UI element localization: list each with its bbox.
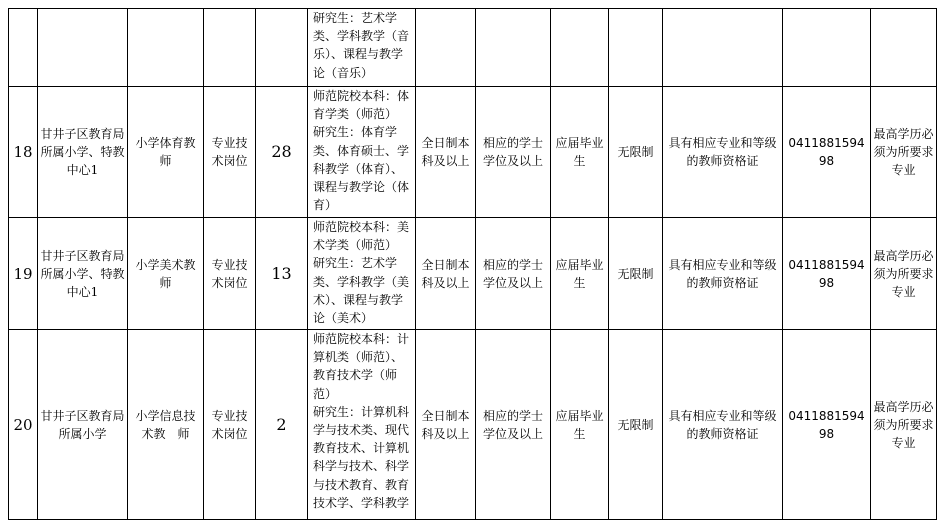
major-line: 科学与技术、科学 [313, 459, 410, 474]
row-number: 19 [9, 218, 38, 330]
hiring-count [256, 9, 308, 87]
position-name: 小学美术教 师 [128, 218, 204, 330]
education-requirement: 全日制本科及以上 [416, 330, 476, 520]
major-line: 论（美术） [313, 311, 374, 326]
degree-requirement: 相应的学士学位及以上 [476, 330, 551, 520]
remarks: 最高学历必须为所要求专业 [871, 87, 937, 218]
qualification-requirement [663, 9, 783, 87]
education-requirement: 全日制本科及以上 [416, 87, 476, 218]
hiring-count: 13 [256, 218, 308, 330]
major-line: 术学类（师范） [313, 238, 398, 253]
major-line: 教育技术、计算机 [313, 441, 410, 456]
major-line: 乐）、课程与教学 [313, 47, 404, 62]
major-requirements [308, 87, 416, 218]
education-requirement [416, 9, 476, 87]
position-category: 专业技术岗位 [204, 87, 256, 218]
age-requirement: 无限制 [609, 218, 663, 330]
major-line: 课程与教学论（体 [313, 180, 410, 195]
major-line: 术）、课程与教学 [313, 292, 404, 307]
position-name: 小学体育教 师 [128, 87, 204, 218]
position-category: 专业技术岗位 [204, 330, 256, 520]
major-line: 学与技术类、现代 [313, 423, 410, 438]
table-row [9, 9, 937, 87]
position-name [128, 9, 204, 87]
major-line: 范） [313, 386, 338, 401]
candidate-source: 应届毕业生 [551, 87, 609, 218]
row-number: 18 [9, 87, 38, 218]
candidate-source: 应届毕业生 [551, 218, 609, 330]
candidate-source [551, 9, 609, 87]
candidate-source: 应届毕业生 [551, 330, 609, 520]
remarks: 最高学历必须为所要求专业 [871, 218, 937, 330]
major-line: 教育技术学（师 [313, 368, 398, 383]
age-requirement: 无限制 [609, 87, 663, 218]
major-requirements [308, 9, 416, 87]
major-requirements [308, 330, 416, 520]
degree-requirement: 相应的学士学位及以上 [476, 218, 551, 330]
major-line: 类、学科教学（音 [313, 29, 410, 44]
row-number [9, 9, 38, 87]
recruitment-table [8, 8, 937, 520]
major-line: 研究生：计算机科 [313, 404, 410, 419]
major-line: 类、学科教学（美 [313, 274, 410, 289]
age-requirement: 无限制 [609, 330, 663, 520]
major-line: 师范院校本科：美 [313, 220, 410, 234]
major-line: 研究生：体育学 [313, 125, 398, 140]
table-row [9, 87, 937, 218]
major-line: 科教学（体育）、 [313, 161, 404, 176]
remarks: 最高学历必须为所要求专业 [871, 330, 937, 520]
row-number: 20 [9, 330, 38, 520]
major-line: 算机类（师范）、 [313, 350, 404, 365]
degree-requirement [476, 9, 551, 87]
remarks [871, 9, 937, 87]
degree-requirement: 相应的学士学位及以上 [476, 87, 551, 218]
age-requirement [609, 9, 663, 87]
contact-phone: 041188159498 [783, 218, 871, 330]
major-line: 论（音乐） [313, 65, 374, 80]
major-line: 研究生：艺术学 [313, 11, 398, 25]
hiring-count: 2 [256, 330, 308, 520]
major-line: 类、体育硕士、学 [313, 143, 410, 158]
major-line: 育） [313, 198, 338, 213]
table-row [9, 218, 937, 330]
contact-phone [783, 9, 871, 87]
contact-phone: 041188159498 [783, 330, 871, 520]
qualification-requirement: 具有相应专业和等级的教师资格证 [663, 218, 783, 330]
contact-phone: 041188159498 [783, 87, 871, 218]
hiring-unit [38, 9, 128, 87]
position-category: 专业技术岗位 [204, 218, 256, 330]
major-line: 研究生：艺术学 [313, 256, 398, 271]
major-line: 师范院校本科：计 [313, 332, 410, 346]
education-requirement: 全日制本科及以上 [416, 218, 476, 330]
position-name: 小学信息技术教 师 [128, 330, 204, 520]
major-line: 与技术教育、教育 [313, 477, 410, 492]
major-line: 育学类（师范） [313, 107, 398, 122]
qualification-requirement: 具有相应专业和等级的教师资格证 [663, 87, 783, 218]
hiring-unit: 甘井子区教育局所属小学、特教中心1 [38, 87, 128, 218]
position-category [204, 9, 256, 87]
major-line: 师范院校本科：体 [313, 89, 410, 103]
table-row [9, 330, 937, 520]
major-requirements [308, 218, 416, 330]
hiring-count: 28 [256, 87, 308, 218]
major-line: 技术学、学科教学 [313, 495, 410, 510]
hiring-unit: 甘井子区教育局所属小学、特教中心1 [38, 218, 128, 330]
hiring-unit: 甘井子区教育局所属小学 [38, 330, 128, 520]
qualification-requirement: 具有相应专业和等级的教师资格证 [663, 330, 783, 520]
